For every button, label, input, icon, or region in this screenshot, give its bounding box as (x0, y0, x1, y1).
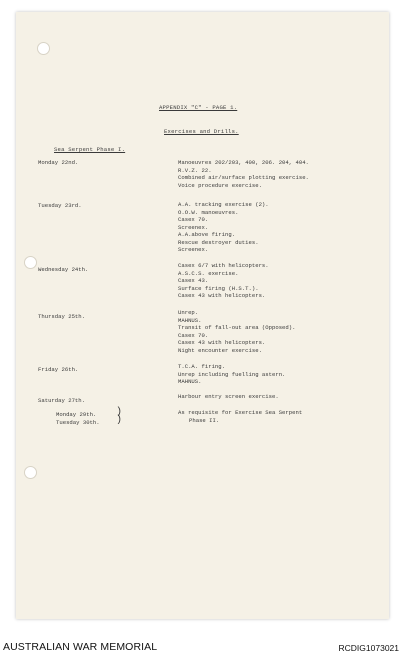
activity-line: Combined air/surface plotting exercise. (178, 174, 309, 181)
activity-line: Unrep. (178, 309, 199, 316)
day-label: Monday 22nd. (38, 159, 79, 166)
day-label: Tuesday 23rd. (38, 202, 82, 209)
activity-line: Night encounter exercise. (178, 346, 262, 354)
punch-hole (37, 42, 50, 55)
activity-line: Harbour entry screen exercise. (178, 393, 279, 400)
activity-line: R.V.Z. 22. (178, 166, 212, 174)
document-subtitle: Exercises and Drills. (164, 128, 239, 135)
activity-line: T.C.A. firing. (178, 363, 225, 370)
activity-line: A.S.C.S. exercise. (178, 269, 239, 277)
activity-line: Manoeuvres 202/203, 400, 206. 204, 404. (178, 159, 309, 166)
activity-line: A.A.above firing. (178, 231, 236, 238)
activity-line: Rescue destroyer duties. (178, 238, 259, 246)
activity-line: Casex 70. (178, 331, 209, 339)
activity-line: O.O.W. manoeuvres. (178, 208, 239, 216)
activity-line: Unrep including fuelling astern. (178, 370, 286, 378)
activity-line: Casex 6/7 with helicopters. (178, 262, 269, 269)
day-label: Thursday 25th. (38, 313, 85, 320)
activity-line: Casex 70. (178, 216, 209, 223)
activity-line: Screenex. (178, 223, 209, 231)
activity-line: Screenex. (178, 246, 209, 253)
activity-line: Casex 43. (178, 277, 209, 284)
activity-line: Casex 43 with helicopters. (178, 292, 266, 299)
day-label: Saturday 27th. (38, 397, 85, 404)
activity-line: Voice procedure exercise. (178, 181, 262, 189)
brace-mark: ) (116, 415, 123, 426)
day-label: Tuesday 30th. (56, 419, 100, 426)
activity-line: Surface firing (H.S.T.). (178, 284, 259, 292)
brace-mark: ) (116, 407, 123, 418)
record-id: RCDIG1073021 (338, 643, 399, 653)
punch-hole (24, 466, 37, 479)
day-label: Friday 26th. (38, 366, 79, 373)
activity-line: MAHNUS. (178, 378, 202, 385)
activity-line: Transit of fall-out area (Opposed). (178, 324, 296, 331)
activity-line: A.A. tracking exercise (2). (178, 201, 269, 208)
activity-line: Casex 43 with helicopters. (178, 339, 266, 346)
activity-line: As requisite for Exercise Sea Serpent (178, 409, 303, 416)
activity-line: MAHNUS. (178, 316, 202, 324)
activity-line: Phase II. (189, 416, 220, 424)
document-title: APPENDIX "C" - PAGE 1. (159, 104, 238, 111)
day-label: Wednesday 24th. (38, 266, 89, 273)
institution-name: AUSTRALIAN WAR MEMORIAL (3, 641, 158, 653)
punch-hole (24, 256, 37, 269)
day-label: Monday 29th. (56, 411, 97, 418)
footer-bar (0, 630, 405, 666)
section-heading: Sea Serpent Phase I. (54, 146, 126, 153)
